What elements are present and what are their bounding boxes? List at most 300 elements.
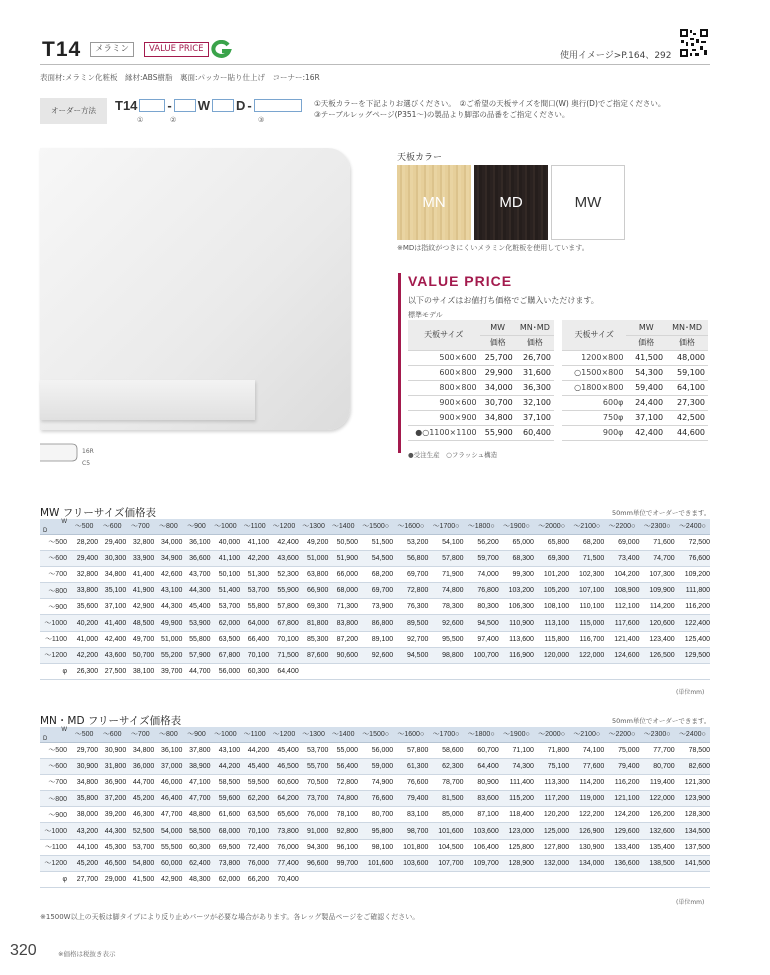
price-cell: 72,800 bbox=[393, 583, 428, 599]
width-column-header: 〜1100 bbox=[240, 727, 269, 742]
price-cell: 83,600 bbox=[464, 791, 499, 807]
price-cell: 101,600 bbox=[358, 855, 393, 871]
price-cell bbox=[499, 872, 534, 888]
depth-slot bbox=[212, 99, 234, 112]
order-dash: - bbox=[167, 98, 172, 113]
price-cell bbox=[393, 872, 428, 888]
price-cell: 68,200 bbox=[569, 534, 604, 550]
price-cell: 106,400 bbox=[464, 839, 499, 855]
price-cell bbox=[499, 664, 534, 680]
price-cell: 69,300 bbox=[534, 550, 569, 566]
color-note: ※MDは指紋がつきにくいメラミン化粧板を使用しています。 bbox=[397, 244, 589, 252]
price-cell: 55,200 bbox=[154, 647, 182, 663]
price-cell bbox=[428, 664, 463, 680]
price-cell: 96,600 bbox=[299, 855, 329, 871]
price-cell: 136,600 bbox=[604, 855, 639, 871]
header-divider bbox=[40, 64, 710, 65]
price-cell: 68,300 bbox=[499, 550, 534, 566]
depth-row-header: 〜700 bbox=[40, 774, 70, 790]
mnmd-price-cell: 59,100 bbox=[666, 365, 708, 380]
price-cell: 80,700 bbox=[640, 758, 675, 774]
depth-row-header: 〜900 bbox=[40, 807, 70, 823]
size-cell: 1200×800 bbox=[562, 350, 626, 365]
depth-row-header: 〜1200 bbox=[40, 855, 70, 871]
price-cell: 51,000 bbox=[299, 550, 329, 566]
price-cell: 66,400 bbox=[240, 631, 269, 647]
price-cell bbox=[464, 872, 499, 888]
col-price-header: 価格 bbox=[666, 335, 708, 350]
table-row bbox=[40, 599, 710, 615]
width-column-header: 〜2100○ bbox=[569, 519, 604, 534]
price-cell: 109,900 bbox=[640, 583, 675, 599]
price-cell: 70,500 bbox=[299, 774, 329, 790]
value-price-row bbox=[562, 380, 708, 395]
corner-d-label: D bbox=[43, 527, 48, 534]
price-cell bbox=[569, 664, 604, 680]
price-cell: 75,100 bbox=[534, 758, 569, 774]
value-price-badge: VALUE PRICE bbox=[144, 42, 209, 57]
price-cell: 67,800 bbox=[269, 615, 299, 631]
price-cell: 50,500 bbox=[328, 534, 358, 550]
mw-price-cell: 25,700 bbox=[480, 350, 516, 365]
table-row bbox=[40, 742, 710, 758]
order-prefix: T14 bbox=[115, 98, 138, 113]
size-cell: 600φ bbox=[562, 395, 626, 410]
col-size-header: 天板サイズ bbox=[408, 320, 480, 350]
value-price-table-right bbox=[562, 320, 708, 441]
size-cell: ●○1100×1100 bbox=[408, 425, 480, 440]
corner-d-label: D bbox=[43, 735, 48, 742]
price-cell: 41,900 bbox=[126, 583, 154, 599]
value-price-row bbox=[562, 365, 708, 380]
col-mw-header: MW bbox=[626, 320, 666, 335]
width-column-header: 〜1000 bbox=[211, 519, 241, 534]
mw-unit-label: (単位mm) bbox=[676, 689, 705, 696]
price-cell: 56,000 bbox=[211, 664, 241, 680]
mw-price-cell: 54,300 bbox=[626, 365, 666, 380]
width-column-header: 〜1000 bbox=[211, 727, 241, 742]
col-price-header: 価格 bbox=[516, 335, 554, 350]
swatch-mn bbox=[397, 165, 471, 240]
price-cell: 76,000 bbox=[269, 839, 299, 855]
price-cell: 135,400 bbox=[640, 839, 675, 855]
price-cell bbox=[604, 664, 639, 680]
price-cell: 43,600 bbox=[269, 550, 299, 566]
mnmd-price-cell: 27,300 bbox=[666, 395, 708, 410]
depth-row-header: 〜1000 bbox=[40, 823, 70, 839]
price-cell: 94,500 bbox=[393, 647, 428, 663]
price-cell: 52,300 bbox=[269, 566, 299, 582]
swatch-mw bbox=[551, 165, 625, 240]
price-cell: 122,400 bbox=[675, 615, 710, 631]
width-column-header: 〜1400 bbox=[328, 519, 358, 534]
price-cell: 56,800 bbox=[393, 550, 428, 566]
leg-slot bbox=[254, 99, 302, 112]
mw-table-title: MW フリーサイズ価格表 bbox=[40, 507, 157, 519]
price-cell: 54,000 bbox=[154, 823, 182, 839]
mw-price-cell: 24,400 bbox=[626, 395, 666, 410]
material-badge: メラミン bbox=[90, 42, 134, 57]
price-cell: 110,100 bbox=[569, 599, 604, 615]
price-cell: 80,900 bbox=[464, 774, 499, 790]
size-cell: 900φ bbox=[562, 425, 626, 440]
size-cell: 750φ bbox=[562, 410, 626, 425]
price-cell: 36,600 bbox=[182, 550, 210, 566]
table-row bbox=[40, 664, 710, 680]
price-cell: 69,000 bbox=[604, 534, 639, 550]
value-price-row bbox=[408, 410, 554, 425]
price-cell: 49,200 bbox=[299, 534, 329, 550]
table-row bbox=[40, 647, 710, 663]
width-column-header: 〜800 bbox=[154, 727, 182, 742]
price-cell: 98,800 bbox=[428, 647, 463, 663]
price-cell: 125,400 bbox=[675, 631, 710, 647]
size-cell: 900×900 bbox=[408, 410, 480, 425]
price-cell: 49,700 bbox=[126, 631, 154, 647]
price-cell: 60,300 bbox=[182, 839, 210, 855]
price-cell: 70,100 bbox=[240, 647, 269, 663]
table-row bbox=[40, 550, 710, 566]
mw-price-grid bbox=[40, 519, 710, 680]
price-cell: 47,100 bbox=[182, 774, 210, 790]
price-cell: 42,200 bbox=[240, 550, 269, 566]
price-cell: 76,300 bbox=[393, 599, 428, 615]
price-cell: 69,300 bbox=[299, 599, 329, 615]
table-row bbox=[40, 774, 710, 790]
price-cell: 65,600 bbox=[269, 807, 299, 823]
price-cell: 87,600 bbox=[299, 647, 329, 663]
price-cell: 36,100 bbox=[154, 742, 182, 758]
price-cell: 42,900 bbox=[154, 872, 182, 888]
price-cell: 98,700 bbox=[393, 823, 428, 839]
price-cell: 71,300 bbox=[328, 599, 358, 615]
price-cell: 28,200 bbox=[70, 534, 98, 550]
size-cell: ○1800×800 bbox=[562, 380, 626, 395]
price-cell: 101,200 bbox=[534, 566, 569, 582]
price-cell bbox=[534, 872, 569, 888]
table-row bbox=[40, 839, 710, 855]
price-cell: 55,500 bbox=[154, 839, 182, 855]
width-column-header: 〜1500○ bbox=[358, 727, 393, 742]
mnmd-price-cell: 44,600 bbox=[666, 425, 708, 440]
price-cell: 106,300 bbox=[499, 599, 534, 615]
swatch-md bbox=[474, 165, 548, 240]
price-cell: 114,200 bbox=[640, 599, 675, 615]
price-cell: 73,700 bbox=[299, 791, 329, 807]
col-price-header: 価格 bbox=[480, 335, 516, 350]
price-cell: 97,400 bbox=[464, 631, 499, 647]
price-cell: 107,700 bbox=[428, 855, 463, 871]
price-cell: 44,300 bbox=[154, 599, 182, 615]
price-cell: 132,000 bbox=[534, 855, 569, 871]
price-cell: 90,600 bbox=[328, 647, 358, 663]
price-cell: 53,700 bbox=[126, 839, 154, 855]
price-cell: 92,600 bbox=[358, 647, 393, 663]
price-cell: 57,800 bbox=[393, 742, 428, 758]
price-cell: 77,400 bbox=[269, 855, 299, 871]
price-cell: 124,200 bbox=[604, 807, 639, 823]
table-row bbox=[40, 631, 710, 647]
price-cell: 38,900 bbox=[182, 758, 210, 774]
price-cell: 41,100 bbox=[240, 534, 269, 550]
price-cell: 62,000 bbox=[211, 872, 241, 888]
price-cell: 38,000 bbox=[70, 807, 98, 823]
price-cell: 57,800 bbox=[428, 550, 463, 566]
price-cell: 37,100 bbox=[98, 599, 126, 615]
price-cell: 116,200 bbox=[675, 599, 710, 615]
width-column-header: 〜500 bbox=[70, 519, 98, 534]
price-cell: 74,800 bbox=[428, 583, 463, 599]
depth-row-header: 〜1000 bbox=[40, 615, 70, 631]
price-cell: 125,800 bbox=[499, 839, 534, 855]
price-cell: 50,700 bbox=[126, 647, 154, 663]
width-column-header: 〜1700○ bbox=[428, 727, 463, 742]
price-cell: 60,700 bbox=[464, 742, 499, 758]
qr-code-icon bbox=[679, 28, 709, 58]
price-cell: 71,100 bbox=[499, 742, 534, 758]
price-cell: 110,900 bbox=[499, 615, 534, 631]
price-cell: 37,800 bbox=[182, 742, 210, 758]
price-cell: 42,400 bbox=[269, 534, 299, 550]
price-cell: 125,000 bbox=[534, 823, 569, 839]
price-cell bbox=[640, 872, 675, 888]
price-cell: 45,400 bbox=[240, 758, 269, 774]
price-cell: 87,200 bbox=[328, 631, 358, 647]
price-cell: 54,800 bbox=[126, 855, 154, 871]
mnmd-price-cell: 37,100 bbox=[516, 410, 554, 425]
price-cell: 51,300 bbox=[240, 566, 269, 582]
price-cell: 122,200 bbox=[569, 807, 604, 823]
price-cell: 63,500 bbox=[211, 631, 241, 647]
price-cell: 40,200 bbox=[70, 615, 98, 631]
price-cell: 45,400 bbox=[269, 742, 299, 758]
mw-price-cell: 29,900 bbox=[480, 365, 516, 380]
price-cell: 115,200 bbox=[499, 791, 534, 807]
price-cell: 128,900 bbox=[499, 855, 534, 871]
value-price-row bbox=[408, 395, 554, 410]
mw-price-cell: 34,800 bbox=[480, 410, 516, 425]
table-row bbox=[40, 566, 710, 582]
price-cell: 34,900 bbox=[154, 550, 182, 566]
width-column-header: 〜700 bbox=[126, 519, 154, 534]
price-cell: 42,400 bbox=[98, 631, 126, 647]
price-cell: 121,400 bbox=[604, 631, 639, 647]
price-cell: 65,800 bbox=[534, 534, 569, 550]
corner-w-label: W bbox=[61, 519, 67, 525]
size-cell: 500×600 bbox=[408, 350, 480, 365]
table-row bbox=[40, 791, 710, 807]
mnmd-price-cell: 60,400 bbox=[516, 425, 554, 440]
value-price-row bbox=[408, 365, 554, 380]
slot-number-1: ① bbox=[137, 116, 144, 124]
price-cell bbox=[299, 872, 329, 888]
depth-row-header: 〜600 bbox=[40, 758, 70, 774]
price-cell: 86,800 bbox=[358, 615, 393, 631]
size-cell: 900×600 bbox=[408, 395, 480, 410]
price-cell: 46,500 bbox=[98, 855, 126, 871]
price-cell: 35,800 bbox=[70, 791, 98, 807]
price-cell: 30,900 bbox=[70, 758, 98, 774]
price-cell: 43,100 bbox=[154, 583, 182, 599]
depth-row-header: 〜900 bbox=[40, 599, 70, 615]
price-cell: 55,000 bbox=[328, 742, 358, 758]
width-column-header: 〜1200 bbox=[269, 727, 299, 742]
price-cell: 92,600 bbox=[428, 615, 463, 631]
price-cell: 55,800 bbox=[182, 631, 210, 647]
price-cell bbox=[534, 664, 569, 680]
price-cell: 74,100 bbox=[569, 742, 604, 758]
price-cell: 46,300 bbox=[126, 807, 154, 823]
price-cell: 63,500 bbox=[240, 807, 269, 823]
price-cell: 121,100 bbox=[604, 791, 639, 807]
price-cell: 101,600 bbox=[428, 823, 463, 839]
price-cell: 92,700 bbox=[393, 631, 428, 647]
price-cell: 43,700 bbox=[182, 566, 210, 582]
price-cell: 59,000 bbox=[358, 758, 393, 774]
price-cell: 72,500 bbox=[675, 534, 710, 550]
price-cell: 71,900 bbox=[428, 566, 463, 582]
width-column-header: 〜2300○ bbox=[640, 519, 675, 534]
price-cell: 111,400 bbox=[499, 774, 534, 790]
price-cell: 76,600 bbox=[675, 550, 710, 566]
size-cell: ○1500×800 bbox=[562, 365, 626, 380]
order-note-2: ③テーブルレッグページ(P351〜)の製品より脚部の品番をご指定ください。 bbox=[314, 110, 570, 119]
standard-model-label: 標準モデル bbox=[408, 311, 443, 319]
price-cell: 55,900 bbox=[269, 583, 299, 599]
price-cell: 78,100 bbox=[328, 807, 358, 823]
price-cell: 74,900 bbox=[358, 774, 393, 790]
price-cell: 89,500 bbox=[393, 615, 428, 631]
price-cell: 62,200 bbox=[240, 791, 269, 807]
price-cell: 108,900 bbox=[604, 583, 639, 599]
depth-row-header: 〜1200 bbox=[40, 647, 70, 663]
price-cell: 64,200 bbox=[269, 791, 299, 807]
price-cell: 39,700 bbox=[154, 664, 182, 680]
price-cell: 37,200 bbox=[98, 791, 126, 807]
order-note-1: ①天板カラーを下記よりお選びください。 ②ご希望の天板サイズを間口(W) 奥行(D)でご指定ください。 bbox=[314, 99, 666, 108]
price-cell: 73,900 bbox=[358, 599, 393, 615]
order-instructions bbox=[314, 98, 665, 120]
price-cell: 124,600 bbox=[604, 647, 639, 663]
price-cell: 129,600 bbox=[604, 823, 639, 839]
price-cell: 37,000 bbox=[154, 758, 182, 774]
price-cell: 123,000 bbox=[499, 823, 534, 839]
price-cell bbox=[569, 872, 604, 888]
price-cell: 27,500 bbox=[98, 664, 126, 680]
price-cell: 70,100 bbox=[240, 823, 269, 839]
order-d: D bbox=[236, 98, 246, 113]
price-cell: 42,900 bbox=[126, 599, 154, 615]
price-cell: 117,200 bbox=[534, 791, 569, 807]
price-cell: 101,800 bbox=[393, 839, 428, 855]
price-cell: 61,300 bbox=[393, 758, 428, 774]
price-cell: 76,600 bbox=[358, 791, 393, 807]
price-cell: 92,800 bbox=[328, 823, 358, 839]
price-cell: 44,200 bbox=[211, 758, 241, 774]
price-cell: 74,300 bbox=[499, 758, 534, 774]
price-cell: 53,700 bbox=[240, 583, 269, 599]
table-row bbox=[40, 823, 710, 839]
price-cell: 109,200 bbox=[675, 566, 710, 582]
price-cell: 103,600 bbox=[393, 855, 428, 871]
price-cell: 59,600 bbox=[211, 791, 241, 807]
order-dash: - bbox=[247, 98, 252, 113]
mnmd-price-cell: 48,000 bbox=[666, 350, 708, 365]
price-cell: 127,800 bbox=[534, 839, 569, 855]
price-cell: 56,400 bbox=[328, 758, 358, 774]
price-cell: 43,200 bbox=[70, 823, 98, 839]
price-cell: 104,500 bbox=[428, 839, 463, 855]
price-cell: 80,300 bbox=[464, 599, 499, 615]
price-cell: 38,100 bbox=[126, 664, 154, 680]
price-cell: 26,300 bbox=[70, 664, 98, 680]
col-mnmd-header: MN･MD bbox=[516, 320, 554, 335]
price-cell: 113,600 bbox=[499, 631, 534, 647]
mnmd-price-grid bbox=[40, 727, 710, 888]
width-column-header: 〜2400○ bbox=[675, 727, 710, 742]
price-cell: 44,700 bbox=[182, 664, 210, 680]
col-size-header: 天板サイズ bbox=[562, 320, 626, 350]
table-row bbox=[40, 807, 710, 823]
price-cell: 79,400 bbox=[393, 791, 428, 807]
price-cell: 74,800 bbox=[328, 791, 358, 807]
order-code bbox=[115, 98, 302, 113]
price-cell: 56,200 bbox=[464, 534, 499, 550]
price-cell: 94,300 bbox=[299, 839, 329, 855]
swatch-mn-label: MN bbox=[422, 194, 446, 211]
price-cell: 141,500 bbox=[675, 855, 710, 871]
price-cell: 64,400 bbox=[269, 664, 299, 680]
price-cell: 72,400 bbox=[240, 839, 269, 855]
price-cell: 29,000 bbox=[98, 872, 126, 888]
price-cell: 89,100 bbox=[358, 631, 393, 647]
price-cell: 66,200 bbox=[240, 872, 269, 888]
price-cell: 64,000 bbox=[240, 615, 269, 631]
product-title: T14 bbox=[42, 38, 82, 61]
width-column-header: 〜2200○ bbox=[604, 727, 639, 742]
price-cell: 30,300 bbox=[98, 550, 126, 566]
price-cell: 82,600 bbox=[675, 758, 710, 774]
price-cell: 51,500 bbox=[358, 534, 393, 550]
width-column-header: 〜2000○ bbox=[534, 519, 569, 534]
value-price-row bbox=[408, 380, 554, 395]
price-cell: 96,100 bbox=[328, 839, 358, 855]
price-cell: 78,300 bbox=[428, 599, 463, 615]
table-row bbox=[40, 534, 710, 550]
price-cell: 68,000 bbox=[211, 823, 241, 839]
price-cell: 119,000 bbox=[569, 791, 604, 807]
footnote: ※1500W以上の天板は脚タイプにより反り止めパーツが必要な場合があります。各レッグ製品ページをご確認ください。 bbox=[40, 913, 420, 921]
price-cell: 68,000 bbox=[328, 583, 358, 599]
price-cell: 104,200 bbox=[604, 566, 639, 582]
order-w: W bbox=[197, 98, 211, 113]
price-cell: 83,800 bbox=[328, 615, 358, 631]
price-cell: 62,300 bbox=[428, 758, 463, 774]
price-cell: 83,100 bbox=[393, 807, 428, 823]
value-price-row bbox=[408, 350, 554, 365]
price-cell: 99,300 bbox=[499, 566, 534, 582]
price-cell: 70,400 bbox=[269, 872, 299, 888]
width-column-header: 〜800 bbox=[154, 519, 182, 534]
price-cell bbox=[328, 872, 358, 888]
price-cell: 65,000 bbox=[499, 534, 534, 550]
price-cell: 81,800 bbox=[299, 615, 329, 631]
price-cell: 42,600 bbox=[154, 566, 182, 582]
price-cell: 134,000 bbox=[569, 855, 604, 871]
mnmd-table-note: 50mm単位でオーダーできます。 bbox=[612, 717, 711, 725]
price-cell: 33,900 bbox=[126, 550, 154, 566]
price-cell: 94,500 bbox=[464, 615, 499, 631]
